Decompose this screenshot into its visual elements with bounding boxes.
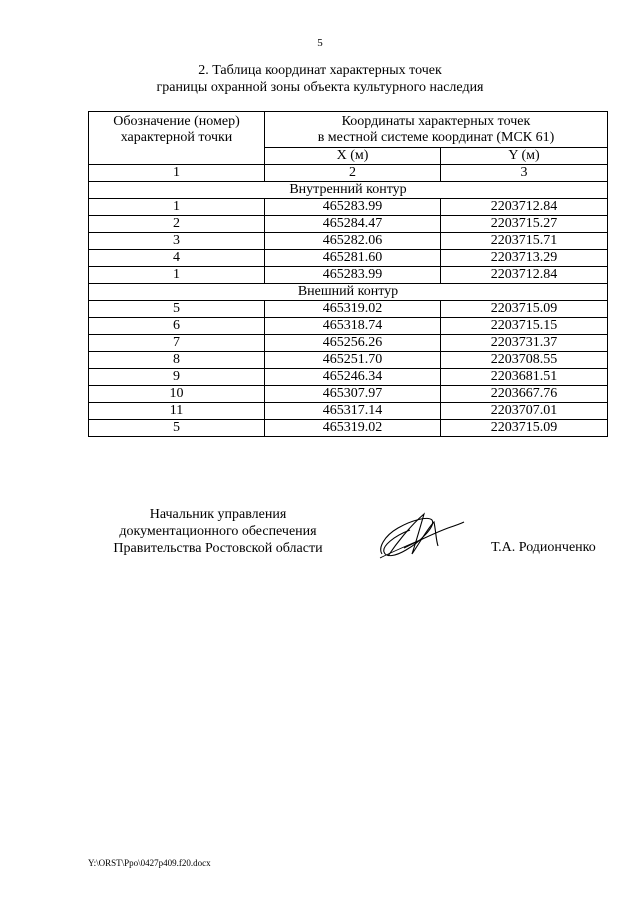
column-number: 3: [441, 165, 608, 182]
table-row: [89, 318, 608, 335]
point-number-cell: 10: [89, 386, 265, 403]
table-row: [89, 369, 608, 386]
x-coordinate-cell: 465307.97: [265, 386, 441, 403]
position-line: Начальник управления: [149, 507, 287, 522]
y-coordinate-cell: 2203712.84: [441, 267, 608, 284]
table-row: [89, 216, 608, 233]
header-y: Y (м): [441, 148, 608, 165]
y-coordinate-cell: 2203715.71: [441, 233, 608, 250]
file-path-footer: Y:\ORST\Ppo\0427p409.f20.docx: [88, 858, 211, 868]
table-header-row: [89, 112, 608, 148]
signatory-position: [88, 506, 348, 557]
table-row: [89, 403, 608, 420]
x-coordinate-cell: 465319.02: [265, 420, 441, 437]
point-number-cell: 5: [89, 420, 265, 437]
x-coordinate-cell: 465317.14: [265, 403, 441, 420]
y-coordinate-cell: 2203708.55: [441, 352, 608, 369]
point-number-cell: 1: [89, 199, 265, 216]
table-row: [89, 420, 608, 437]
point-number-cell: 6: [89, 318, 265, 335]
point-number-cell: 5: [89, 301, 265, 318]
x-coordinate-cell: 465284.47: [265, 216, 441, 233]
section-header-row: [89, 182, 608, 199]
column-number: 2: [265, 165, 441, 182]
y-coordinate-cell: 2203715.09: [441, 420, 608, 437]
y-coordinate-cell: 2203681.51: [441, 369, 608, 386]
page-number: 5: [317, 37, 323, 49]
y-coordinate-cell: 2203713.29: [441, 250, 608, 267]
x-coordinate-cell: 465281.60: [265, 250, 441, 267]
point-number-cell: 4: [89, 250, 265, 267]
y-coordinate-cell: 2203712.84: [441, 199, 608, 216]
section-label: Внутренний контур: [89, 182, 608, 199]
x-coordinate-cell: 465282.06: [265, 233, 441, 250]
header-point-designation: Обозначение (номер) характерной точки: [89, 112, 265, 165]
title-line: 2. Таблица координат характерных точек: [198, 63, 442, 78]
x-coordinate-cell: 465283.99: [265, 267, 441, 284]
y-coordinate-cell: 2203715.15: [441, 318, 608, 335]
header-x: X (м): [265, 148, 441, 165]
point-number-cell: 2: [89, 216, 265, 233]
position-line: документационного обеспечения: [119, 524, 317, 539]
signatory-name: Т.А. Родионченко: [491, 540, 596, 555]
column-number: 1: [89, 165, 265, 182]
coordinates-table: [88, 111, 608, 437]
header-coordinates: Координаты характерных точек в местной системе координат (МСК 61): [265, 112, 608, 148]
handwritten-signature: [376, 508, 466, 560]
y-coordinate-cell: 2203731.37: [441, 335, 608, 352]
x-coordinate-cell: 465256.26: [265, 335, 441, 352]
x-coordinate-cell: 465318.74: [265, 318, 441, 335]
point-number-cell: 9: [89, 369, 265, 386]
y-coordinate-cell: 2203667.76: [441, 386, 608, 403]
column-numbers-row: [89, 165, 608, 182]
point-number-cell: 11: [89, 403, 265, 420]
y-coordinate-cell: 2203715.27: [441, 216, 608, 233]
section-header-row: [89, 284, 608, 301]
point-number-cell: 3: [89, 233, 265, 250]
point-number-cell: 1: [89, 267, 265, 284]
table-row: [89, 301, 608, 318]
table-title: [0, 62, 640, 96]
table-row: [89, 335, 608, 352]
y-coordinate-cell: 2203707.01: [441, 403, 608, 420]
title-line: границы охранной зоны объекта культурного наследия: [156, 80, 484, 95]
table-row: [89, 199, 608, 216]
x-coordinate-cell: 465283.99: [265, 199, 441, 216]
point-number-cell: 7: [89, 335, 265, 352]
x-coordinate-cell: 465319.02: [265, 301, 441, 318]
table-row: [89, 352, 608, 369]
table-row: [89, 233, 608, 250]
table-row: [89, 386, 608, 403]
table-row: [89, 250, 608, 267]
section-label: Внешний контур: [89, 284, 608, 301]
x-coordinate-cell: 465246.34: [265, 369, 441, 386]
y-coordinate-cell: 2203715.09: [441, 301, 608, 318]
point-number-cell: 8: [89, 352, 265, 369]
table-row: [89, 267, 608, 284]
position-line: Правительства Ростовской области: [113, 541, 323, 556]
x-coordinate-cell: 465251.70: [265, 352, 441, 369]
